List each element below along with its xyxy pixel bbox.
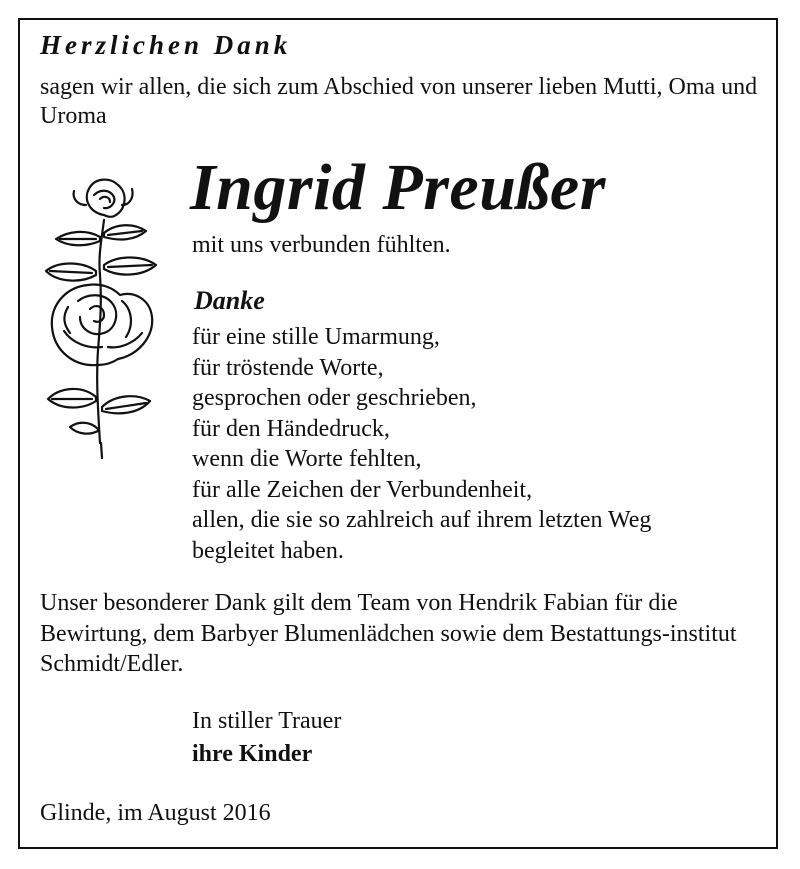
mourning-line: In stiller Trauer <box>192 708 342 734</box>
connected-text: mit uns verbunden fühlten. <box>192 232 451 258</box>
thanks-line: gesprochen oder geschrieben, <box>192 385 477 411</box>
thanks-line: für tröstende Worte, <box>192 354 384 381</box>
thanks-line: für eine stille Umarmung, <box>192 324 440 350</box>
notice-heading: Herzlichen Dank <box>40 30 292 60</box>
intro-text: sagen wir allen, die sich zum Abschied von unserer lieben Mutti, Oma und Uroma <box>40 74 758 129</box>
thanks-line: allen, die sie so zahlreich auf ihrem letzten Weg <box>192 507 652 533</box>
thanks-line: für alle Zeichen der Verbundenheit, <box>192 476 533 503</box>
thanks-line: wenn die Worte fehlten, <box>192 446 422 472</box>
rose-icon <box>38 175 168 465</box>
thanks-line: begleitet haben. <box>192 537 344 564</box>
place-date: Glinde, im August 2016 <box>40 800 271 826</box>
special-thanks: Unser besonderer Dank gilt dem Team von Hendrik Fabian für die Bewirtung, dem Barbyer Blumenlädchen sowie dem Bestattungs-institut Schmidt/Edler. <box>40 590 737 677</box>
signature: ihre Kinder <box>192 741 313 767</box>
deceased-name: Ingrid Preußer <box>190 151 606 224</box>
danke-title: Danke <box>194 286 265 315</box>
thanks-line: für den Händedruck, <box>192 415 390 442</box>
thanks-list <box>192 322 651 566</box>
